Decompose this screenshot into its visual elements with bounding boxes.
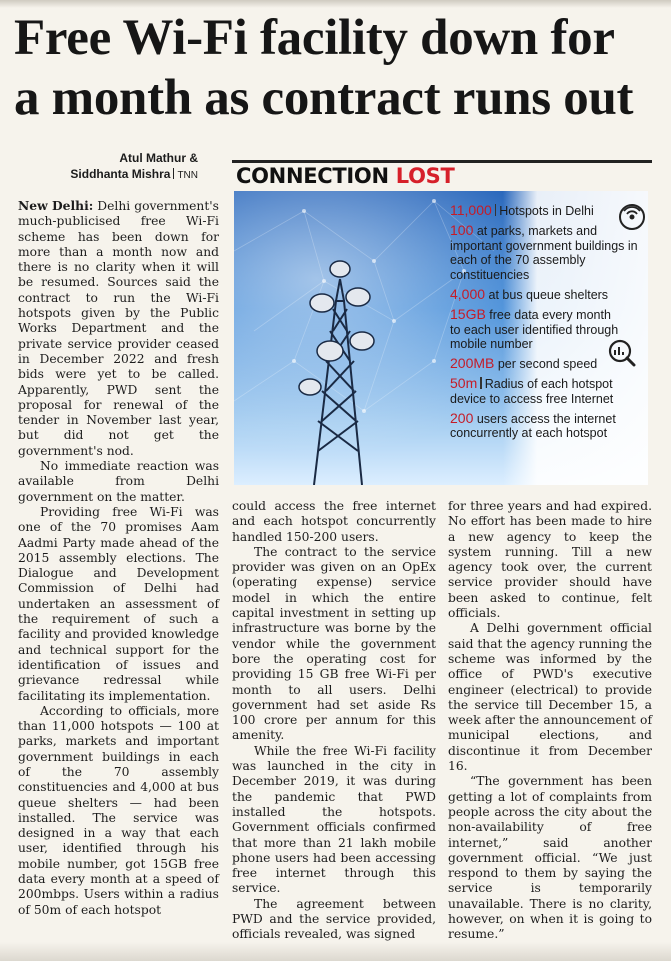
byline-author-2: Siddhanta Mishra: [70, 167, 171, 181]
headline: [14, 8, 664, 128]
page-bottom-edge: [0, 942, 671, 961]
fact-item: [450, 203, 646, 219]
article-column-3: [448, 499, 652, 943]
paragraph: While the free Wi-Fi facility was launched in the city in December 2019, it was during the pandemic that PWD installed the hotspots. Government officials confirmed that more than 21 lakh mobile phone users had been accessing free internet through this service.: [232, 743, 436, 896]
paragraph: Providing free Wi-Fi was one of the 70 promises Aam Aadmi Party made ahead of the 2015 assembly elections. The Dialogue and Development Commission of Delhi had undertaken an assessment of the requirement of such a facility and provided knowledge and technical support for the identification of issues and grievance redressal while facilitating its implementation.: [18, 504, 219, 703]
fact-text: per second speed: [497, 357, 598, 372]
paragraph: A Delhi government official said that the agency running the scheme was informed by the office of PWD's executive engineer (electrical) to provide the service till December 15, a week after the announcement of municipal elections, and discontinue it from December 16.: [448, 621, 652, 774]
byline-separator: [173, 168, 174, 179]
fact-number: 200: [450, 409, 474, 426]
fact-item: [450, 223, 646, 283]
paragraph: According to officials, more than 11,000 hotspots — 100 at parks, markets and important government buildings in each of the 70 assembly constituencies and 4,000 at bus queue shelters — had been installed. The service was designed in a way that each user, identified through his mobile number, got 15GB free data every month at a speed of 200mbps. Users within a radius of 50m of each hotspot: [18, 703, 219, 917]
paragraph: No immediate reaction was available from Delhi government on the matter.: [18, 459, 219, 504]
paragraph: The contract to the service provider was given on an OpEx (operating expense) service model in which the entire capital investment in setting up infrastructure was borne by the vendor while the government bore the operating cost for providing 15 GB free Wi-Fi per month to all users. Delhi government had set aside Rs 100 crore per annum for this amenity.: [232, 544, 436, 743]
paragraph: “The government has been getting a lot of complaints from people across the city about the non-availability of free internet,” said another government official. “We just respond to them by saying the service is temporarily unavailable. There is no clarity, however, on when it is going to resume.”: [448, 774, 652, 942]
fact-text: Hotspots in Delhi: [499, 204, 594, 218]
article-column-2: [232, 499, 436, 943]
dateline: New Delhi:: [18, 198, 94, 213]
fact-number: 4,000: [450, 285, 486, 302]
fact-item: [450, 307, 646, 352]
fact-item: [450, 287, 646, 303]
headline-line-2: a month as contract runs out: [14, 70, 634, 126]
infobox-title-word-1: CONNECTION: [236, 164, 389, 188]
fact-number: 50m: [450, 374, 478, 391]
paragraph: for three years and had expired. No effort has been made to hire a new agency to keep the system running. Till a new agency took over, the current service provider should have been asked to continue, felt officials.: [448, 499, 652, 621]
fact-number: 100: [450, 221, 474, 238]
article-column-1: [18, 198, 219, 918]
infobox-facts: [450, 203, 646, 445]
byline-agency: TNN: [177, 170, 198, 181]
fact-number: 11,000: [450, 202, 492, 218]
fact-item: [450, 356, 646, 372]
byline: [48, 150, 198, 184]
page-top-edge: [0, 0, 671, 8]
fact-text: free data every month to each user identified through mobile number: [450, 307, 619, 352]
fact-item: [450, 376, 646, 407]
fact-separator: [480, 377, 482, 389]
byline-author-1: Atul Mathur &: [119, 151, 198, 165]
fact-text: users access the internet concurrently at each hotspot: [450, 411, 616, 441]
fact-text: Radius of each hotspot device to access free Internet: [450, 376, 614, 406]
fact-number: 200MB: [450, 355, 495, 372]
paragraph-text: Delhi government's much-publicised free Wi-Fi scheme has been down for more than a month now and there is no clarity when it will be resumed. Sources said the contract to run the Wi-Fi hotspots given by the Public Works Department and the private service provider ceased in December 2022 and fresh bids were yet to be called. Apparently, PWD sent the proposal for renewal of the tender in November last year, but did not get the government's nod.: [18, 199, 219, 458]
fact-text: at bus queue shelters: [488, 287, 609, 302]
fact-text: at parks, markets and important government buildings in each of the 70 assembly constituencies: [450, 223, 638, 283]
fact-number: 15GB: [450, 305, 486, 322]
infobox-title-word-2: LOST: [395, 164, 455, 188]
paragraph: The agreement between PWD and the service provided, officials revealed, was signed: [232, 896, 436, 942]
headline-line-1: Free Wi-Fi facility down for: [14, 10, 615, 66]
paragraph: could access the free internet and each hotspot concurrently handled 150-200 users.: [232, 499, 436, 544]
infobox-title: [236, 163, 455, 189]
paragraph: [18, 198, 219, 459]
fact-separator: [495, 204, 497, 216]
fact-item: [450, 411, 646, 442]
